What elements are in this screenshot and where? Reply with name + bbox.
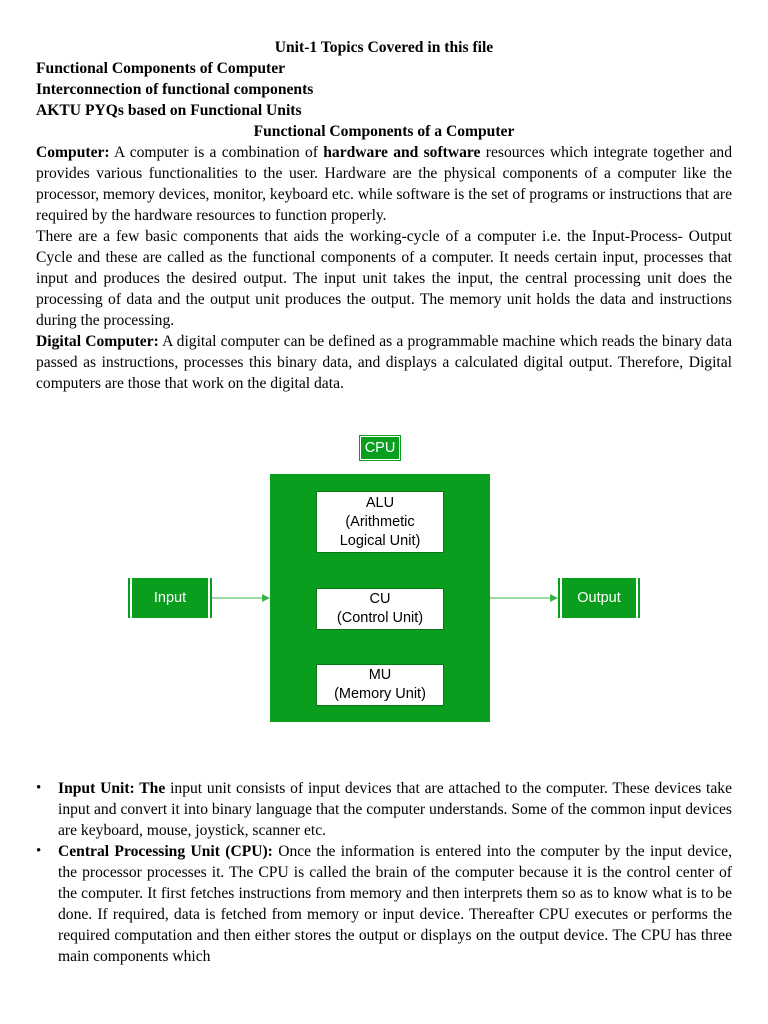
- computer-paragraph: [36, 142, 732, 226]
- computer-text-2: resources which integrate together and provides various functionalities to the user. Hardware are the physical components of a computer like the processor, memory devices, monitor, keyboard etc. while software is the set of programs or instructions that are required by the hardware resources to function properly.: [36, 144, 732, 224]
- alu-label: ALU: [365, 494, 395, 511]
- document-header: [36, 37, 732, 394]
- output-box: Output: [558, 578, 640, 618]
- mu-label: MU: [368, 667, 392, 683]
- topic-item: Interconnection of functional components: [36, 81, 314, 98]
- bullet-text: input unit consists of input devices that are attached to the computer. These devices take input and convert it into binary language that the computer understands. Some of the common input devices are keyboard, mouse, joystick, scanner etc.: [58, 780, 732, 839]
- digital-computer-term: Digital Computer:: [36, 333, 159, 350]
- input-arrow-head: [262, 594, 270, 602]
- topic-item: Functional Components of Computer: [36, 60, 286, 77]
- cpu-diagram: [0, 430, 768, 730]
- alu-label-line2: (Arithmetic: [345, 513, 415, 530]
- section-title: Functional Components of a Computer: [253, 123, 515, 140]
- cu-label: CU: [369, 591, 391, 607]
- units-bullet-list: [36, 778, 732, 967]
- digital-computer-text: A digital computer can be defined as a programmable machine which reads the binary data passed as instructions, processes this binary data, and displays a calculated digital output. Therefore, Digital computers are those that work on the digital data.: [36, 333, 732, 392]
- input-box: Input: [128, 578, 212, 618]
- list-item: [36, 841, 732, 967]
- bullet-term: Input Unit: The: [58, 780, 166, 797]
- computer-bold-phrase: hardware and software: [323, 144, 481, 161]
- mu-box: [316, 664, 444, 706]
- alu-box: [316, 491, 444, 553]
- cpu-label: CPU: [360, 436, 400, 460]
- mu-label-line2: (Memory Unit): [334, 686, 426, 702]
- components-paragraph: There are a few basic components that aids the working-cycle of a computer i.e. the Input-Process- Output Cycle and these are called as the functional components of a computer. It needs certain input, processes that input and produces the desired output. The input unit takes the input, the central processing unit does the processing of data and the output unit produces the output. The memory unit holds the data and instructions during the processing.: [36, 228, 732, 329]
- bullet-term: Central Processing Unit (CPU):: [58, 843, 273, 860]
- output-arrow-head: [550, 594, 558, 602]
- cu-label-line2: (Control Unit): [336, 610, 424, 626]
- digital-computer-paragraph: [36, 331, 732, 394]
- bullet-text: Once the information is entered into the computer by the input device, the processor processes it. The CPU is called the brain of the computer because it is the control center of the computer. It first fetches instructions from memory and then interprets them so as to know what is to be done. If required, data is fetched from memory or input device. Thereafter CPU executes or performs the required computation and then either stores the output or displays on the output device. The CPU has three main components which: [58, 843, 732, 965]
- computer-text-1: A computer is a combination of: [109, 144, 324, 161]
- topic-item: AKTU PYQs based on Functional Units: [36, 102, 302, 119]
- alu-label-line3: Logical Unit): [339, 532, 421, 549]
- page-title: Unit-1 Topics Covered in this file: [274, 39, 494, 56]
- list-item: [36, 778, 732, 841]
- cu-box: [316, 588, 444, 630]
- computer-term: Computer:: [36, 144, 110, 161]
